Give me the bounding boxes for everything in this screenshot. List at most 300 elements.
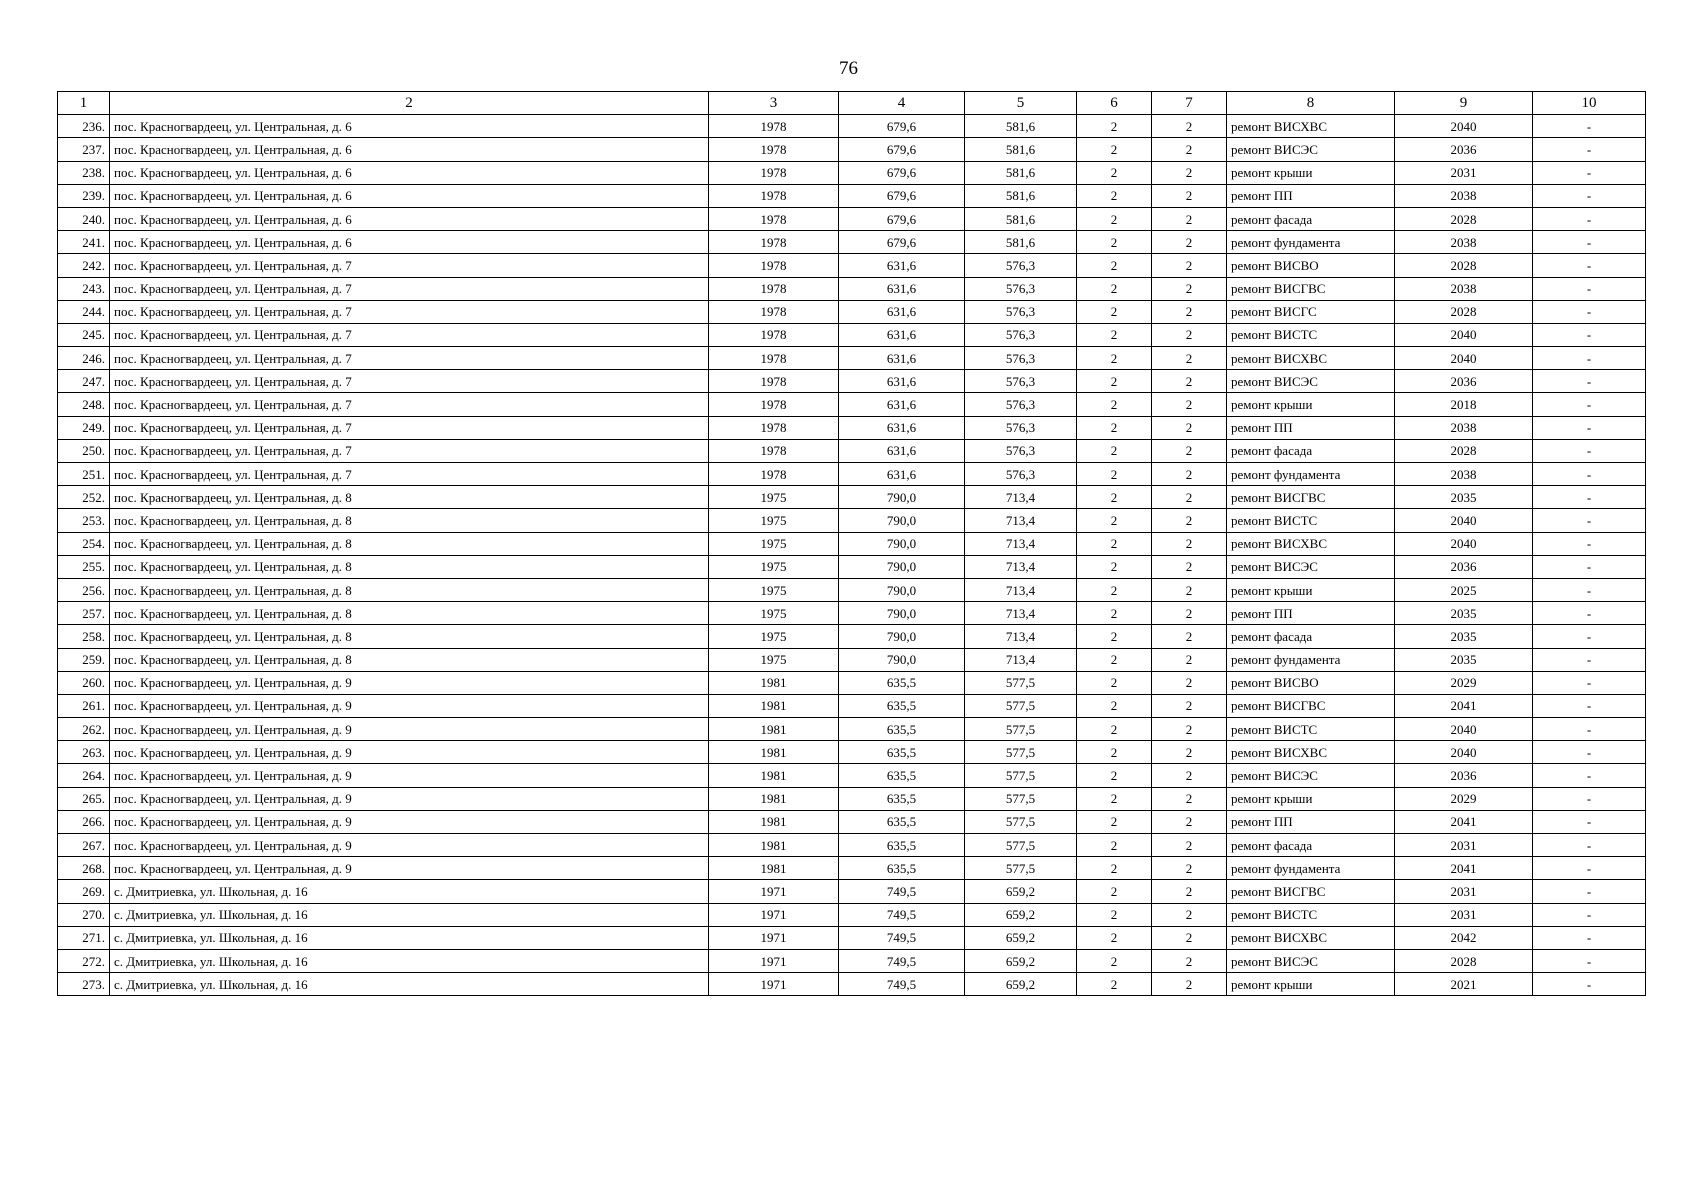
note-cell: - — [1533, 254, 1646, 277]
table-row — [58, 231, 1646, 254]
build-year-cell: 1978 — [709, 416, 839, 439]
entrances-cell: 2 — [1152, 578, 1227, 601]
address-cell: пос. Красногвардеец, ул. Центральная, д. 8 — [110, 486, 709, 509]
entrances-cell: 2 — [1152, 509, 1227, 532]
floors-cell: 2 — [1077, 115, 1152, 138]
note-cell: - — [1533, 555, 1646, 578]
row-number: 257. — [58, 602, 110, 625]
planned-year-cell: 2041 — [1395, 857, 1533, 880]
entrances-cell: 2 — [1152, 532, 1227, 555]
row-number: 265. — [58, 787, 110, 810]
row-number: 245. — [58, 323, 110, 346]
living-area-cell: 577,5 — [965, 810, 1077, 833]
note-cell: - — [1533, 671, 1646, 694]
planned-year-cell: 2038 — [1395, 231, 1533, 254]
address-cell: пос. Красногвардеец, ул. Центральная, д. 9 — [110, 857, 709, 880]
address-cell: пос. Красногвардеец, ул. Центральная, д. 7 — [110, 439, 709, 462]
work-type-cell: ремонт фасада — [1227, 439, 1395, 462]
living-area-cell: 713,4 — [965, 578, 1077, 601]
floors-cell: 2 — [1077, 973, 1152, 996]
living-area-cell: 576,3 — [965, 439, 1077, 462]
total-area-cell: 749,5 — [839, 903, 965, 926]
column-header: 10 — [1533, 92, 1646, 115]
planned-year-cell: 2025 — [1395, 578, 1533, 601]
build-year-cell: 1975 — [709, 625, 839, 648]
total-area-cell: 631,6 — [839, 416, 965, 439]
living-area-cell: 576,3 — [965, 323, 1077, 346]
total-area-cell: 679,6 — [839, 138, 965, 161]
planned-year-cell: 2031 — [1395, 834, 1533, 857]
work-type-cell: ремонт ВИСТС — [1227, 903, 1395, 926]
living-area-cell: 581,6 — [965, 138, 1077, 161]
planned-year-cell: 2018 — [1395, 393, 1533, 416]
build-year-cell: 1978 — [709, 277, 839, 300]
table-row — [58, 184, 1646, 207]
table-row — [58, 857, 1646, 880]
row-number: 268. — [58, 857, 110, 880]
work-type-cell: ремонт крыши — [1227, 578, 1395, 601]
note-cell: - — [1533, 393, 1646, 416]
work-type-cell: ремонт ВИСЭС — [1227, 949, 1395, 972]
work-type-cell: ремонт ВИСТС — [1227, 718, 1395, 741]
build-year-cell: 1975 — [709, 532, 839, 555]
living-area-cell: 713,4 — [965, 532, 1077, 555]
entrances-cell: 2 — [1152, 184, 1227, 207]
work-type-cell: ремонт ВИСВО — [1227, 671, 1395, 694]
address-cell: пос. Красногвардеец, ул. Центральная, д. 7 — [110, 347, 709, 370]
floors-cell: 2 — [1077, 300, 1152, 323]
work-type-cell: ремонт ВИСГВС — [1227, 694, 1395, 717]
planned-year-cell: 2028 — [1395, 439, 1533, 462]
build-year-cell: 1975 — [709, 509, 839, 532]
living-area-cell: 577,5 — [965, 834, 1077, 857]
floors-cell: 2 — [1077, 509, 1152, 532]
work-type-cell: ремонт ВИСХВС — [1227, 926, 1395, 949]
floors-cell: 2 — [1077, 416, 1152, 439]
living-area-cell: 576,3 — [965, 300, 1077, 323]
entrances-cell: 2 — [1152, 207, 1227, 230]
table-row — [58, 161, 1646, 184]
note-cell: - — [1533, 300, 1646, 323]
build-year-cell: 1971 — [709, 880, 839, 903]
entrances-cell: 2 — [1152, 671, 1227, 694]
planned-year-cell: 2035 — [1395, 625, 1533, 648]
build-year-cell: 1978 — [709, 207, 839, 230]
row-number: 237. — [58, 138, 110, 161]
planned-year-cell: 2040 — [1395, 115, 1533, 138]
work-type-cell: ремонт ПП — [1227, 602, 1395, 625]
planned-year-cell: 2036 — [1395, 555, 1533, 578]
planned-year-cell: 2040 — [1395, 347, 1533, 370]
living-area-cell: 577,5 — [965, 718, 1077, 741]
work-type-cell: ремонт фундамента — [1227, 857, 1395, 880]
living-area-cell: 577,5 — [965, 857, 1077, 880]
floors-cell: 2 — [1077, 926, 1152, 949]
note-cell: - — [1533, 625, 1646, 648]
note-cell: - — [1533, 602, 1646, 625]
row-number: 259. — [58, 648, 110, 671]
planned-year-cell: 2040 — [1395, 323, 1533, 346]
row-number: 261. — [58, 694, 110, 717]
planned-year-cell: 2040 — [1395, 509, 1533, 532]
work-type-cell: ремонт ВИСХВС — [1227, 741, 1395, 764]
table-row — [58, 648, 1646, 671]
entrances-cell: 2 — [1152, 254, 1227, 277]
work-type-cell: ремонт крыши — [1227, 393, 1395, 416]
floors-cell: 2 — [1077, 857, 1152, 880]
living-area-cell: 713,4 — [965, 648, 1077, 671]
address-cell: пос. Красногвардеец, ул. Центральная, д. 7 — [110, 370, 709, 393]
address-cell: пос. Красногвардеец, ул. Центральная, д. 8 — [110, 532, 709, 555]
entrances-cell: 2 — [1152, 973, 1227, 996]
planned-year-cell: 2041 — [1395, 694, 1533, 717]
total-area-cell: 631,6 — [839, 300, 965, 323]
row-number: 264. — [58, 764, 110, 787]
table-row — [58, 370, 1646, 393]
page-number: 76 — [839, 58, 858, 79]
living-area-cell: 713,4 — [965, 509, 1077, 532]
total-area-cell: 635,5 — [839, 834, 965, 857]
note-cell: - — [1533, 347, 1646, 370]
planned-year-cell: 2028 — [1395, 207, 1533, 230]
total-area-cell: 631,6 — [839, 277, 965, 300]
row-number: 254. — [58, 532, 110, 555]
work-type-cell: ремонт фундамента — [1227, 231, 1395, 254]
build-year-cell: 1978 — [709, 138, 839, 161]
living-area-cell: 576,3 — [965, 463, 1077, 486]
planned-year-cell: 2040 — [1395, 532, 1533, 555]
floors-cell: 2 — [1077, 764, 1152, 787]
table-row — [58, 393, 1646, 416]
build-year-cell: 1978 — [709, 463, 839, 486]
planned-year-cell: 2028 — [1395, 949, 1533, 972]
total-area-cell: 749,5 — [839, 926, 965, 949]
entrances-cell: 2 — [1152, 486, 1227, 509]
total-area-cell: 631,6 — [839, 370, 965, 393]
table-row — [58, 694, 1646, 717]
row-number: 267. — [58, 834, 110, 857]
table-row — [58, 347, 1646, 370]
work-type-cell: ремонт ПП — [1227, 416, 1395, 439]
entrances-cell: 2 — [1152, 463, 1227, 486]
table-row — [58, 973, 1646, 996]
column-header: 6 — [1077, 92, 1152, 115]
build-year-cell: 1978 — [709, 370, 839, 393]
floors-cell: 2 — [1077, 810, 1152, 833]
total-area-cell: 635,5 — [839, 718, 965, 741]
row-number: 247. — [58, 370, 110, 393]
floors-cell: 2 — [1077, 532, 1152, 555]
planned-year-cell: 2038 — [1395, 416, 1533, 439]
note-cell: - — [1533, 439, 1646, 462]
total-area-cell: 631,6 — [839, 254, 965, 277]
address-cell: пос. Красногвардеец, ул. Центральная, д. 9 — [110, 764, 709, 787]
work-type-cell: ремонт фасада — [1227, 207, 1395, 230]
build-year-cell: 1981 — [709, 718, 839, 741]
planned-year-cell: 2040 — [1395, 718, 1533, 741]
address-cell: пос. Красногвардеец, ул. Центральная, д. 8 — [110, 509, 709, 532]
table-row — [58, 949, 1646, 972]
floors-cell: 2 — [1077, 277, 1152, 300]
row-number: 242. — [58, 254, 110, 277]
address-cell: с. Дмитриевка, ул. Школьная, д. 16 — [110, 926, 709, 949]
living-area-cell: 581,6 — [965, 184, 1077, 207]
floors-cell: 2 — [1077, 161, 1152, 184]
planned-year-cell: 2038 — [1395, 463, 1533, 486]
address-cell: пос. Красногвардеец, ул. Центральная, д. 9 — [110, 810, 709, 833]
living-area-cell: 577,5 — [965, 694, 1077, 717]
total-area-cell: 631,6 — [839, 463, 965, 486]
table-row — [58, 254, 1646, 277]
row-number: 271. — [58, 926, 110, 949]
build-year-cell: 1971 — [709, 903, 839, 926]
entrances-cell: 2 — [1152, 416, 1227, 439]
note-cell: - — [1533, 231, 1646, 254]
table-row — [58, 625, 1646, 648]
note-cell: - — [1533, 903, 1646, 926]
floors-cell: 2 — [1077, 625, 1152, 648]
floors-cell: 2 — [1077, 741, 1152, 764]
work-type-cell: ремонт фундамента — [1227, 463, 1395, 486]
table-row — [58, 903, 1646, 926]
floors-cell: 2 — [1077, 347, 1152, 370]
build-year-cell: 1981 — [709, 857, 839, 880]
work-type-cell: ремонт крыши — [1227, 787, 1395, 810]
work-type-cell: ремонт ВИСХВС — [1227, 347, 1395, 370]
work-type-cell: ремонт ВИСГВС — [1227, 880, 1395, 903]
work-type-cell: ремонт крыши — [1227, 161, 1395, 184]
table-row — [58, 207, 1646, 230]
column-header: 5 — [965, 92, 1077, 115]
note-cell: - — [1533, 416, 1646, 439]
entrances-cell: 2 — [1152, 161, 1227, 184]
address-cell: пос. Красногвардеец, ул. Центральная, д. 8 — [110, 578, 709, 601]
planned-year-cell: 2035 — [1395, 648, 1533, 671]
address-cell: пос. Красногвардеец, ул. Центральная, д. 9 — [110, 694, 709, 717]
living-area-cell: 577,5 — [965, 671, 1077, 694]
row-number: 258. — [58, 625, 110, 648]
floors-cell: 2 — [1077, 439, 1152, 462]
entrances-cell: 2 — [1152, 138, 1227, 161]
row-number: 243. — [58, 277, 110, 300]
address-cell: пос. Красногвардеец, ул. Центральная, д. 6 — [110, 184, 709, 207]
build-year-cell: 1978 — [709, 300, 839, 323]
column-header: 9 — [1395, 92, 1533, 115]
floors-cell: 2 — [1077, 903, 1152, 926]
work-type-cell: ремонт ВИСХВС — [1227, 532, 1395, 555]
note-cell: - — [1533, 764, 1646, 787]
row-number: 251. — [58, 463, 110, 486]
work-type-cell: ремонт фасада — [1227, 625, 1395, 648]
living-area-cell: 581,6 — [965, 231, 1077, 254]
total-area-cell: 679,6 — [839, 231, 965, 254]
table-row — [58, 277, 1646, 300]
entrances-cell: 2 — [1152, 834, 1227, 857]
total-area-cell: 790,0 — [839, 578, 965, 601]
entrances-cell: 2 — [1152, 439, 1227, 462]
floors-cell: 2 — [1077, 207, 1152, 230]
living-area-cell: 576,3 — [965, 370, 1077, 393]
floors-cell: 2 — [1077, 555, 1152, 578]
note-cell: - — [1533, 578, 1646, 601]
work-type-cell: ремонт ВИСВО — [1227, 254, 1395, 277]
living-area-cell: 576,3 — [965, 254, 1077, 277]
build-year-cell: 1981 — [709, 741, 839, 764]
planned-year-cell: 2041 — [1395, 810, 1533, 833]
row-number: 253. — [58, 509, 110, 532]
work-type-cell: ремонт ПП — [1227, 184, 1395, 207]
entrances-cell: 2 — [1152, 880, 1227, 903]
work-type-cell: ремонт ВИСГВС — [1227, 486, 1395, 509]
note-cell: - — [1533, 463, 1646, 486]
build-year-cell: 1971 — [709, 926, 839, 949]
planned-year-cell: 2028 — [1395, 254, 1533, 277]
address-cell: пос. Красногвардеец, ул. Центральная, д. 7 — [110, 416, 709, 439]
note-cell: - — [1533, 973, 1646, 996]
note-cell: - — [1533, 509, 1646, 532]
entrances-cell: 2 — [1152, 694, 1227, 717]
living-area-cell: 713,4 — [965, 602, 1077, 625]
living-area-cell: 577,5 — [965, 764, 1077, 787]
total-area-cell: 790,0 — [839, 509, 965, 532]
floors-cell: 2 — [1077, 718, 1152, 741]
table-row — [58, 671, 1646, 694]
address-cell: пос. Красногвардеец, ул. Центральная, д. 8 — [110, 625, 709, 648]
row-number: 255. — [58, 555, 110, 578]
entrances-cell: 2 — [1152, 323, 1227, 346]
build-year-cell: 1975 — [709, 648, 839, 671]
row-number: 241. — [58, 231, 110, 254]
entrances-cell: 2 — [1152, 393, 1227, 416]
entrances-cell: 2 — [1152, 347, 1227, 370]
column-header: 2 — [110, 92, 709, 115]
build-year-cell: 1978 — [709, 184, 839, 207]
floors-cell: 2 — [1077, 787, 1152, 810]
work-type-cell: ремонт ВИСГВС — [1227, 277, 1395, 300]
note-cell: - — [1533, 486, 1646, 509]
planned-year-cell: 2036 — [1395, 138, 1533, 161]
total-area-cell: 790,0 — [839, 486, 965, 509]
build-year-cell: 1978 — [709, 347, 839, 370]
row-number: 238. — [58, 161, 110, 184]
total-area-cell: 635,5 — [839, 671, 965, 694]
living-area-cell: 713,4 — [965, 555, 1077, 578]
row-number: 269. — [58, 880, 110, 903]
build-year-cell: 1978 — [709, 115, 839, 138]
build-year-cell: 1971 — [709, 949, 839, 972]
address-cell: пос. Красногвардеец, ул. Центральная, д. 8 — [110, 555, 709, 578]
total-area-cell: 749,5 — [839, 949, 965, 972]
table-row — [58, 926, 1646, 949]
table-body — [58, 115, 1646, 996]
living-area-cell: 581,6 — [965, 115, 1077, 138]
note-cell: - — [1533, 207, 1646, 230]
floors-cell: 2 — [1077, 578, 1152, 601]
note-cell: - — [1533, 648, 1646, 671]
row-number: 272. — [58, 949, 110, 972]
total-area-cell: 790,0 — [839, 625, 965, 648]
table-row — [58, 787, 1646, 810]
table-row — [58, 416, 1646, 439]
build-year-cell: 1975 — [709, 555, 839, 578]
row-number: 273. — [58, 973, 110, 996]
total-area-cell: 749,5 — [839, 880, 965, 903]
entrances-cell: 2 — [1152, 787, 1227, 810]
living-area-cell: 576,3 — [965, 416, 1077, 439]
note-cell: - — [1533, 718, 1646, 741]
note-cell: - — [1533, 115, 1646, 138]
total-area-cell: 635,5 — [839, 787, 965, 810]
entrances-cell: 2 — [1152, 277, 1227, 300]
planned-year-cell: 2029 — [1395, 671, 1533, 694]
planned-year-cell: 2031 — [1395, 903, 1533, 926]
floors-cell: 2 — [1077, 254, 1152, 277]
entrances-cell: 2 — [1152, 555, 1227, 578]
table-row — [58, 323, 1646, 346]
floors-cell: 2 — [1077, 880, 1152, 903]
living-area-cell: 659,2 — [965, 949, 1077, 972]
total-area-cell: 631,6 — [839, 323, 965, 346]
total-area-cell: 679,6 — [839, 161, 965, 184]
total-area-cell: 790,0 — [839, 602, 965, 625]
build-year-cell: 1978 — [709, 254, 839, 277]
floors-cell: 2 — [1077, 138, 1152, 161]
floors-cell: 2 — [1077, 602, 1152, 625]
living-area-cell: 713,4 — [965, 625, 1077, 648]
row-number: 256. — [58, 578, 110, 601]
living-area-cell: 659,2 — [965, 926, 1077, 949]
floors-cell: 2 — [1077, 486, 1152, 509]
floors-cell: 2 — [1077, 949, 1152, 972]
living-area-cell: 659,2 — [965, 880, 1077, 903]
address-cell: с. Дмитриевка, ул. Школьная, д. 16 — [110, 949, 709, 972]
row-number: 252. — [58, 486, 110, 509]
floors-cell: 2 — [1077, 184, 1152, 207]
planned-year-cell: 2031 — [1395, 880, 1533, 903]
address-cell: с. Дмитриевка, ул. Школьная, д. 16 — [110, 973, 709, 996]
address-cell: пос. Красногвардеец, ул. Центральная, д. 7 — [110, 254, 709, 277]
living-area-cell: 577,5 — [965, 741, 1077, 764]
planned-year-cell: 2031 — [1395, 161, 1533, 184]
address-cell: пос. Красногвардеец, ул. Центральная, д. 9 — [110, 787, 709, 810]
total-area-cell: 790,0 — [839, 555, 965, 578]
entrances-cell: 2 — [1152, 115, 1227, 138]
build-year-cell: 1981 — [709, 694, 839, 717]
address-cell: пос. Красногвардеец, ул. Центральная, д. 7 — [110, 300, 709, 323]
living-area-cell: 659,2 — [965, 973, 1077, 996]
floors-cell: 2 — [1077, 370, 1152, 393]
entrances-cell: 2 — [1152, 926, 1227, 949]
build-year-cell: 1975 — [709, 602, 839, 625]
row-number: 266. — [58, 810, 110, 833]
table-row — [58, 486, 1646, 509]
planned-year-cell: 2038 — [1395, 277, 1533, 300]
floors-cell: 2 — [1077, 671, 1152, 694]
note-cell: - — [1533, 926, 1646, 949]
entrances-cell: 2 — [1152, 903, 1227, 926]
row-number: 270. — [58, 903, 110, 926]
entrances-cell: 2 — [1152, 625, 1227, 648]
floors-cell: 2 — [1077, 648, 1152, 671]
table-row — [58, 718, 1646, 741]
note-cell: - — [1533, 810, 1646, 833]
build-year-cell: 1978 — [709, 439, 839, 462]
living-area-cell: 659,2 — [965, 903, 1077, 926]
row-number: 246. — [58, 347, 110, 370]
header-row — [58, 92, 1646, 115]
planned-year-cell: 2021 — [1395, 973, 1533, 996]
total-area-cell: 790,0 — [839, 532, 965, 555]
